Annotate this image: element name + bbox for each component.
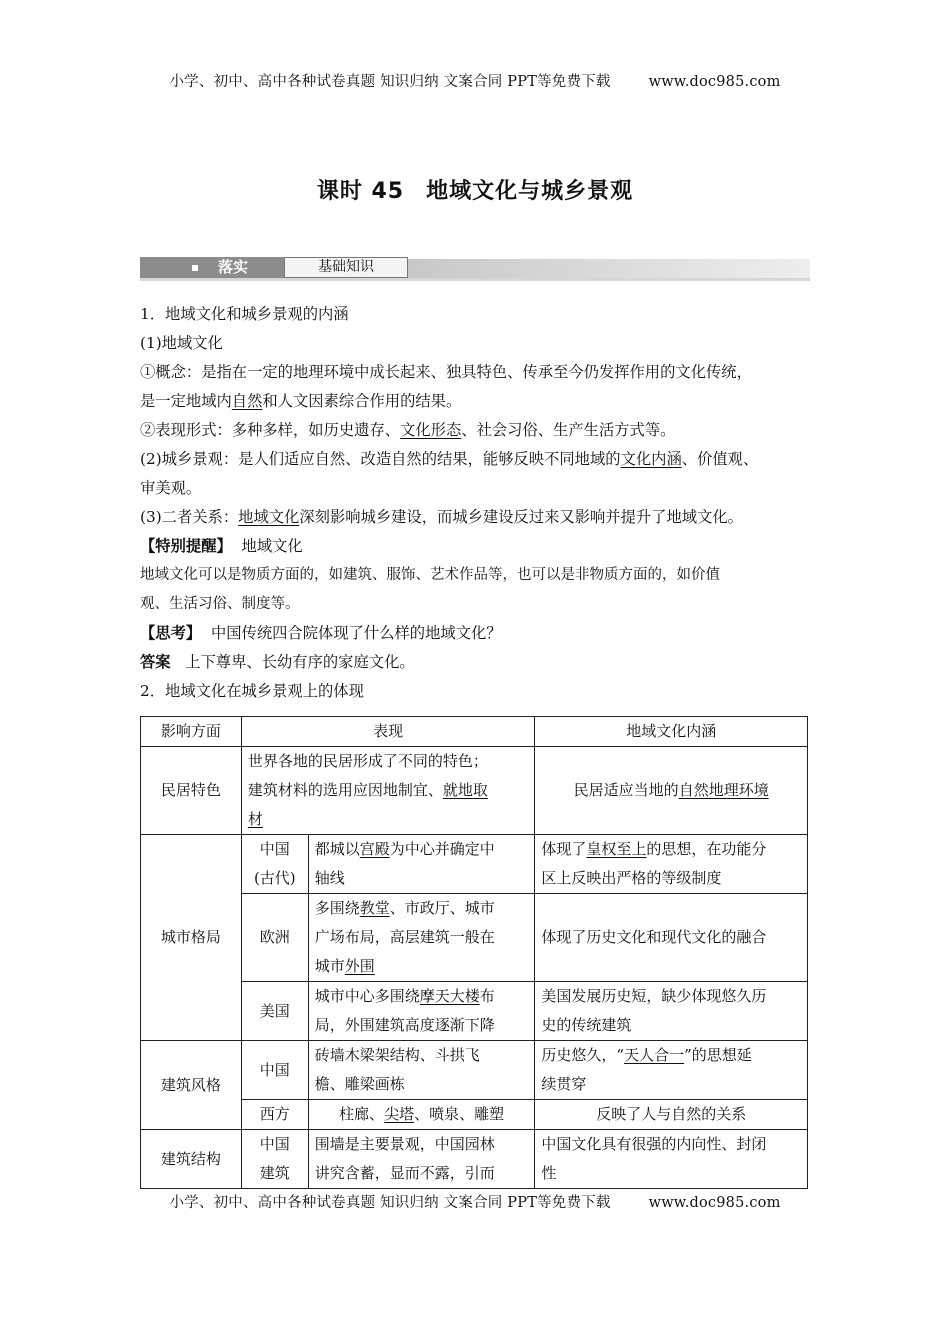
meaning-cell: 体现了历史文化和现代文化的融合: [535, 894, 808, 982]
subheading-regional-culture: (1)地域文化: [140, 334, 223, 352]
meaning-cell: 历史悠久，“天人合一”的思想延 续贯穿: [535, 1041, 808, 1100]
banner-tag: 落实: [140, 257, 284, 278]
expression-cell: 城市中心多围绕摩天大楼布 局，外围建筑高度逐渐下降: [308, 982, 535, 1041]
banner-gradient: [408, 259, 810, 278]
section-1-heading: 1．地域文化和城乡景观的内涵: [140, 305, 349, 323]
page-header: [0, 70, 950, 91]
meaning-cell: 民居适应当地的自然地理环境: [535, 747, 808, 835]
region-cell: 欧洲: [241, 894, 308, 982]
concept-line-1: ①概念：是指在一定的地理环境中成长起来、独具特色、传承至今仍发挥作用的文化传统，: [140, 363, 752, 381]
tip-heading: 【特别提醒】 地域文化: [140, 537, 303, 555]
banner-label: 基础知识: [284, 257, 408, 278]
expression-cell: 柱廊、尖塔、喷泉、雕塑: [308, 1100, 535, 1130]
relation-line: (3)二者关系：地域文化深刻影响城乡建设，而城乡建设反过来又影响并提升了地域文化。: [140, 508, 743, 526]
aspect-cell: 建筑结构: [141, 1130, 242, 1189]
section-banner: [140, 257, 810, 281]
landscape-line-2: 审美观。: [140, 479, 202, 497]
meaning-cell: 美国发展历史短，缺少体现悠久历 史的传统建筑: [535, 982, 808, 1041]
expression-cell: 多围绕教堂、市政厅、城市 广场布局，高层建筑一般在 城市外围: [308, 894, 535, 982]
header-text: 小学、初中、高中各种试卷真题 知识归纳 文案合同 PPT等免费下载: [169, 74, 611, 90]
expression-cell: 围墙是主要景观，中国园林 讲究含蓄，显而不露，引而: [308, 1130, 535, 1189]
footer-site: www.doc985.com: [648, 1195, 781, 1211]
think-question: 【思考】 中国传统四合院体现了什么样的地域文化？: [140, 624, 502, 642]
header-site: www.doc985.com: [648, 74, 781, 90]
forms-line: ②表现形式：多种多样，如历史遗存、文化形态、社会习俗、生产生活方式等。: [140, 421, 676, 439]
table-row: [141, 1100, 808, 1130]
answer-line: 答案 上下尊卑、长幼有序的家庭文化。: [140, 653, 415, 671]
table-row: [141, 1041, 808, 1100]
section-2-heading: 2．地域文化在城乡景观上的体现: [140, 682, 364, 700]
footer-text: 小学、初中、高中各种试卷真题 知识归纳 文案合同 PPT等免费下载: [169, 1195, 611, 1211]
page-title: [0, 174, 950, 205]
table-row: [141, 835, 808, 894]
expression-cell: 世界各地的民居形成了不同的特色； 建筑材料的选用应因地制宜、就地取 材: [241, 747, 535, 835]
square-bullet-icon: [192, 265, 198, 271]
banner-underline: [140, 278, 810, 281]
table-header-row: [141, 717, 808, 747]
meaning-cell: 体现了皇权至上的思想，在功能分 区上反映出严格的等级制度: [535, 835, 808, 894]
page-footer: [0, 1191, 950, 1212]
tip-line-1: 地域文化可以是物质方面的，如建筑、服饰、艺术作品等，也可以是非物质方面的，如价值: [140, 567, 720, 583]
table-header: 影响方面: [141, 717, 242, 747]
meaning-cell: 反映了人与自然的关系: [535, 1100, 808, 1130]
table-header: 表现: [241, 717, 535, 747]
aspect-cell: 民居特色: [141, 747, 242, 835]
region-cell: 中国 建筑: [241, 1130, 308, 1189]
table-row: [141, 747, 808, 835]
culture-landscape-table: [140, 716, 808, 1189]
aspect-cell: 建筑风格: [141, 1041, 242, 1130]
lesson-number: 课时 45: [316, 179, 405, 204]
region-cell: 西方: [241, 1100, 308, 1130]
concept-line-2: 是一定地域内自然和人文因素综合作用的结果。: [140, 392, 462, 410]
aspect-cell: 城市格局: [141, 835, 242, 1041]
expression-cell: 都城以宫殿为中心并确定中 轴线: [308, 835, 535, 894]
table-header: 地域文化内涵: [535, 717, 808, 747]
table-row: [141, 1130, 808, 1189]
content-body: [140, 300, 810, 706]
region-cell: 美国: [241, 982, 308, 1041]
expression-cell: 砖墙木梁架结构、斗拱飞 檐、雕梁画栋: [308, 1041, 535, 1100]
landscape-line-1: (2)城乡景观：是人们适应自然、改造自然的结果，能够反映不同地域的文化内涵、价值观、: [140, 450, 759, 468]
lesson-name: 地域文化与城乡景观: [426, 179, 634, 204]
region-cell: 中国: [241, 1041, 308, 1100]
table-row: [141, 982, 808, 1041]
meaning-cell: 中国文化具有很强的内向性、封闭 性: [535, 1130, 808, 1189]
region-cell: 中国 (古代): [241, 835, 308, 894]
table-row: [141, 894, 808, 982]
tip-line-2: 观、生活习俗、制度等。: [140, 596, 300, 612]
